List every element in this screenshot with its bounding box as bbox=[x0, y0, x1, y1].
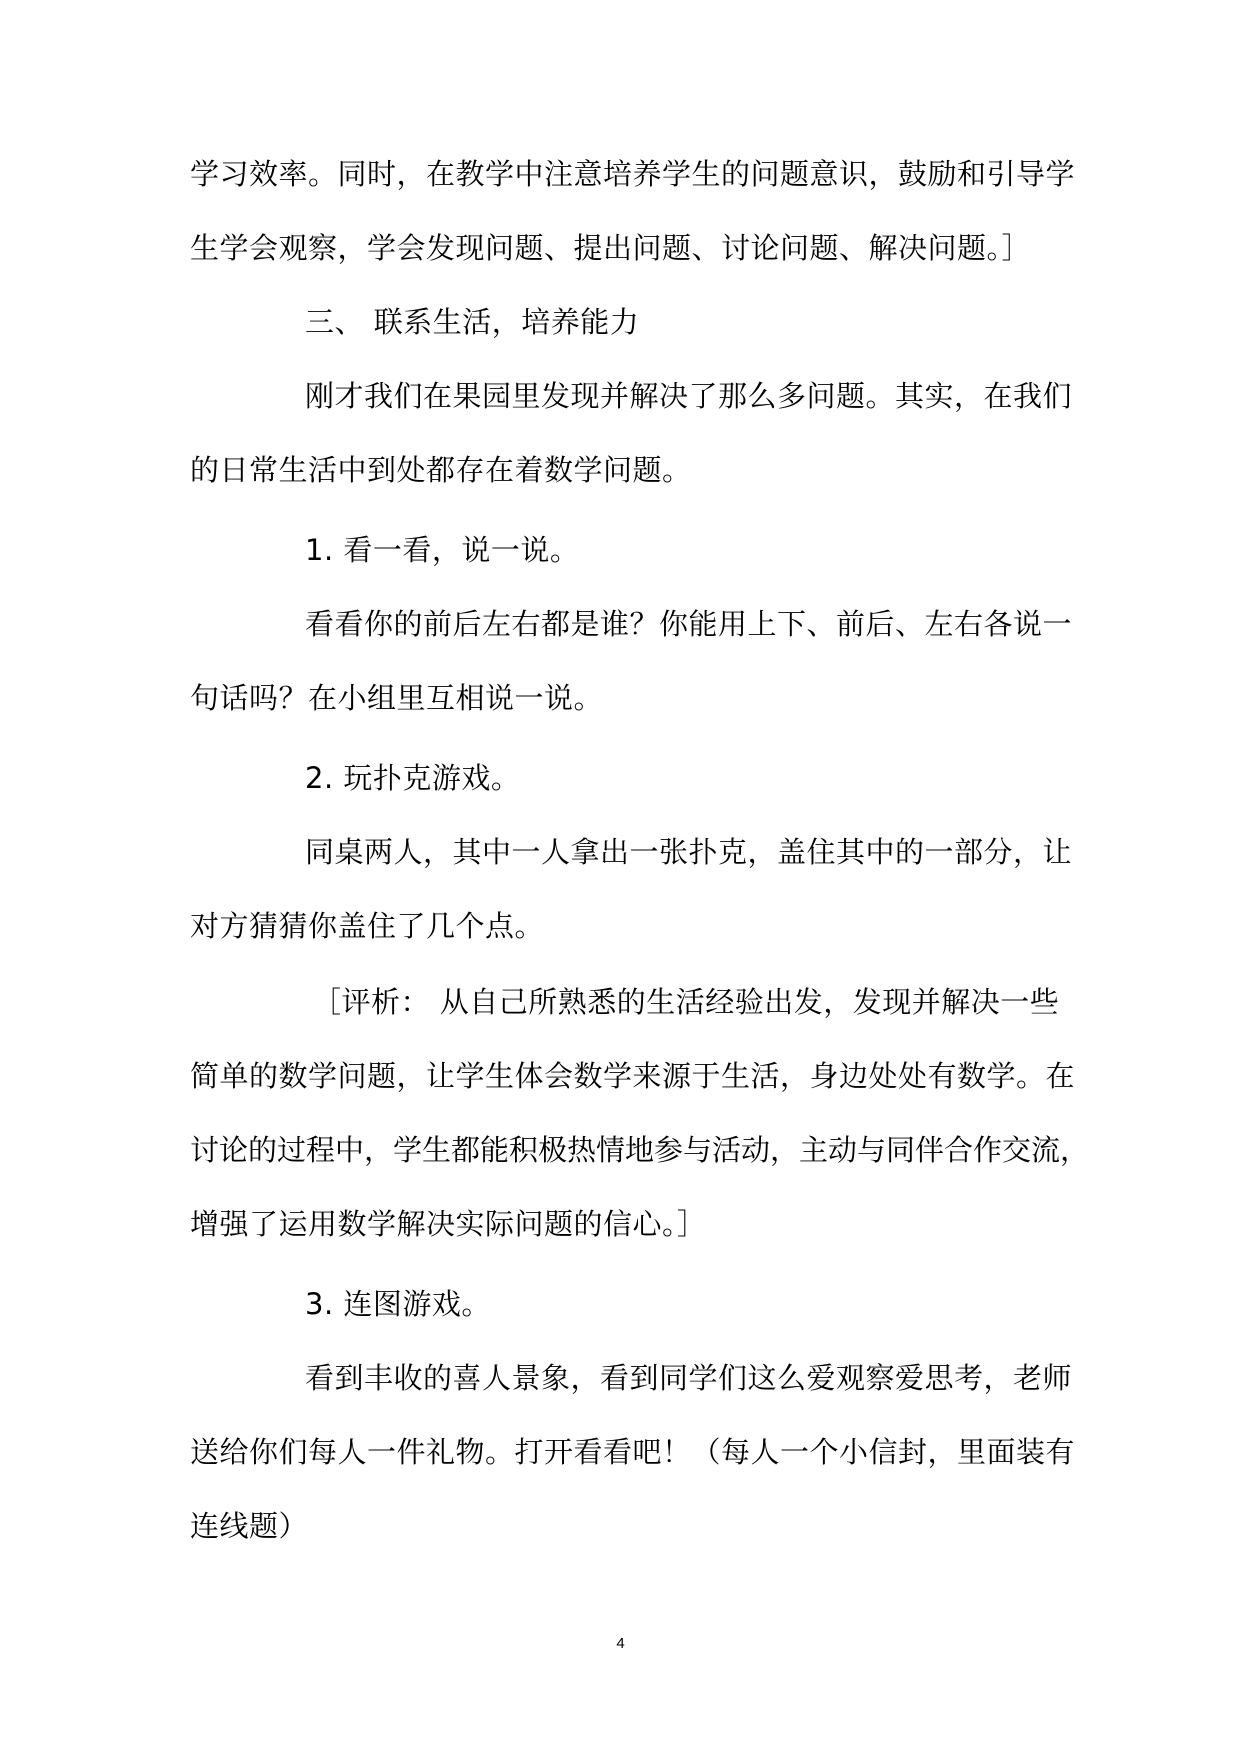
text-line: 讨论的过程中，学生都能积极热情地参与活动，主动与同伴合作交流， bbox=[190, 1133, 1090, 1167]
text-line: 句话吗？在小组里互相说一说。 bbox=[190, 681, 604, 715]
text-line: 的日常生活中到处都存在着数学问题。 bbox=[190, 453, 692, 487]
list-item-heading: 3. 连图游戏。 bbox=[305, 1287, 491, 1321]
text-line: 同桌两人，其中一人拿出一张扑克，盖住其中的一部分，让 bbox=[305, 835, 1073, 869]
text-line: 学习效率。同时，在教学中注意培养学生的问题意识，鼓励和引导学 bbox=[190, 157, 1076, 191]
text-line: 刚才我们在果园里发现并解决了那么多问题。其实，在我们 bbox=[305, 379, 1073, 413]
text-line: 连线题） bbox=[190, 1509, 309, 1543]
text-line: 增强了运用数学解决实际问题的信心。］ bbox=[190, 1207, 707, 1241]
list-item-heading: 1. 看一看，说一说。 bbox=[305, 533, 580, 567]
text-line: 生学会观察，学会发现问题、提出问题、讨论问题、解决问题。］ bbox=[190, 231, 1032, 265]
text-line: 对方猜猜你盖住了几个点。 bbox=[190, 909, 545, 943]
page-number: 4 bbox=[616, 1635, 625, 1652]
list-item-heading: 2. 玩扑克游戏。 bbox=[305, 761, 521, 795]
text-line: 看到丰收的喜人景象，看到同学们这么爱观察爱思考，老师 bbox=[305, 1361, 1073, 1395]
text-line: 送给你们每人一件礼物。打开看看吧！（每人一个小信封，里面装有 bbox=[190, 1435, 1076, 1469]
section-heading: 三、 联系生活，培养能力 bbox=[305, 305, 640, 339]
text-line: 看看你的前后左右都是谁？你能用上下、前后、左右各说一 bbox=[305, 607, 1073, 641]
text-line: ［评析： 从自己所熟悉的生活经验出发，发现并解决一些 bbox=[312, 985, 1060, 1019]
text-line: 简单的数学问题，让学生体会数学来源于生活，身边处处有数学。在 bbox=[190, 1059, 1076, 1093]
